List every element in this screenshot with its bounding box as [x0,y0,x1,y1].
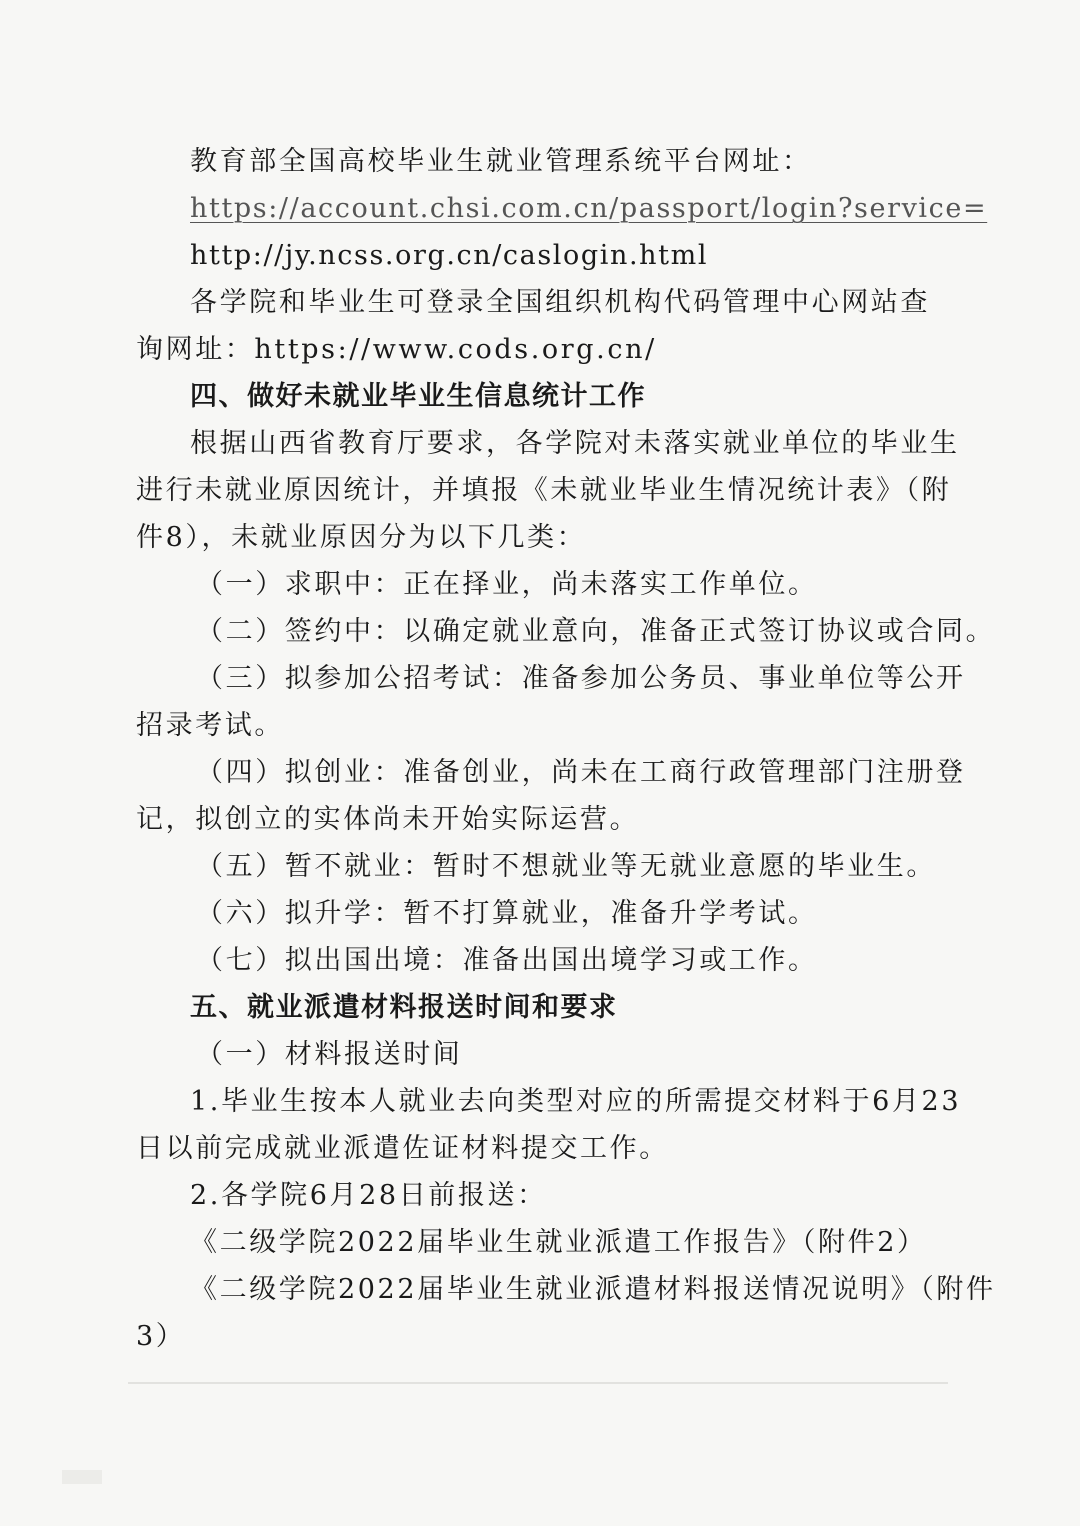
list-item-line: （二）签约中：以确定就业意向，准备正式签订协议或合同。 [196,616,996,647]
scan-bottom-rule [128,1382,948,1384]
continuation-line: 3） [136,1321,186,1352]
paragraph-line: 根据山西省教育厅要求，各学院对未落实就业单位的毕业生 [190,428,960,459]
list-item-line: （一）材料报送时间 [196,1039,463,1070]
document-body [136,138,996,1360]
continuation-line: 件8），未就业原因分为以下几类： [136,522,587,553]
paragraph-line: 《二级学院2022届毕业生就业派遣材料报送情况说明》（附件 [190,1274,996,1305]
paragraph-line: 1.毕业生按本人就业去向类型对应的所需提交材料于6月23 [190,1086,962,1117]
scan-smudge [62,1470,102,1484]
paragraph-line: 各学院和毕业生可登录全国组织机构代码管理中心网站查 [190,287,930,318]
list-item-line: （三）拟参加公招考试：准备参加公务员、事业单位等公开 [196,663,966,694]
list-item-line: （六）拟升学：暂不打算就业，准备升学考试。 [196,898,818,929]
paragraph-line: 教育部全国高校毕业生就业管理系统平台网址： [190,146,812,177]
paragraph-line: 2.各学院6月28日前报送： [190,1180,547,1211]
continuation-line: 日以前完成就业派遣佐证材料提交工作。 [136,1133,669,1164]
continuation-line: 询网址：https://www.cods.org.cn/ [136,334,657,365]
paragraph-line: 《二级学院2022届毕业生就业派遣工作报告》（附件2） [190,1227,927,1258]
url-line: http://jy.ncss.org.cn/caslogin.html [190,240,709,271]
list-item-line: （五）暂不就业：暂时不想就业等无就业意愿的毕业生。 [196,851,936,882]
continuation-line: 招录考试。 [136,710,284,741]
continuation-line: 记，拟创立的实体尚未开始实际运营。 [136,804,640,835]
section-heading: 五、就业派遣材料报送时间和要求 [190,992,618,1023]
url-line: https://account.chsi.com.cn/passport/login?service= [190,193,988,224]
list-item-line: （一）求职中：正在择业，尚未落实工作单位。 [196,569,818,600]
list-item-line: （七）拟出国出境：准备出国出境学习或工作。 [196,945,818,976]
continuation-line: 进行未就业原因统计，并填报《未就业毕业生情况统计表》（附 [136,475,952,506]
list-item-line: （四）拟创业：准备创业，尚未在工商行政管理部门注册登 [196,757,966,788]
section-heading: 四、做好未就业毕业生信息统计工作 [190,381,646,412]
